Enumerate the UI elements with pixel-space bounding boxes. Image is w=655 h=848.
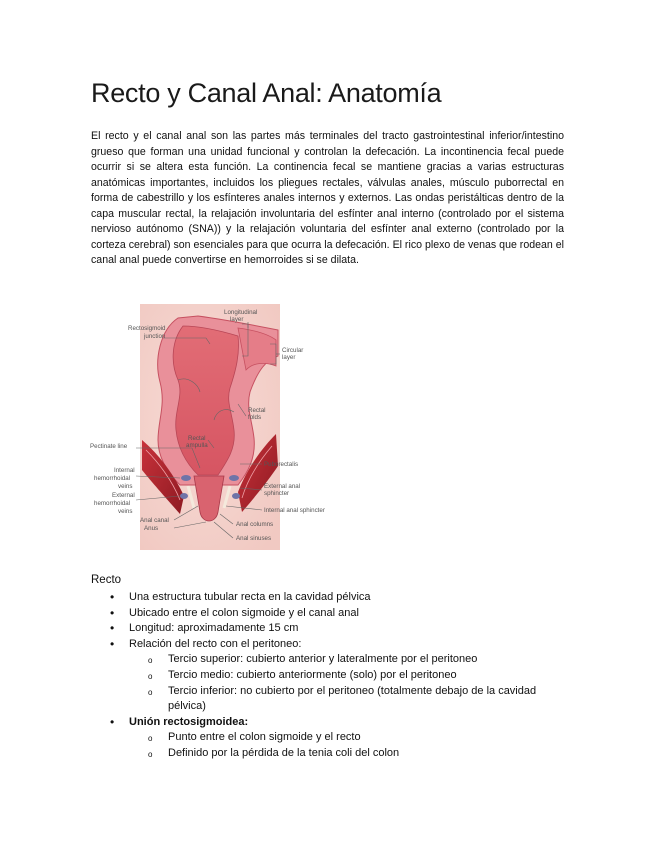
list-item: • Longitud: aproximadamente 15 cm [91,621,571,637]
page-title: Recto y Canal Anal: Anatomía [91,78,442,108]
label-external-sphincter-2: sphincter [264,490,290,497]
label-circular-2: layer [282,354,296,361]
rectum-anatomy-illustration [88,300,358,552]
anatomy-figure [88,300,358,552]
label-rectosigmoid-1: Rectosigmoid [128,325,166,332]
label-rectal-folds-1: Rectal [248,407,266,414]
label-longitudinal-2: layer [230,316,244,323]
label-external-hem-1: External [112,492,135,499]
rectal-lumen [173,326,238,475]
label-rectosigmoid-2: junction [144,333,166,340]
peritoneum-sublist [129,652,571,714]
label-anal-sinuses: Anal sinuses [236,535,272,542]
label-anal-canal: Anal canal [140,517,169,524]
label-puborectalis: Puborectalis [264,461,299,468]
label-circular-1: Circular [282,347,304,354]
rectosigmoid-sublist [129,730,571,761]
list-item: • Relación del recto con el peritoneo: o Tercio superior: cubierto anterior y lateralmente por el peritoneo o Tercio medio: cubierto anteriormente (solo) por el peritoneo o Tercio inferior: no cubierto por el peritoneo (totalmente debajo de la cavidad pélvica) [91,637,571,715]
label-internal-hem-1: Internal [114,467,135,474]
label-external-hem-3: veins [118,508,133,515]
label-external-hem-2: hemorrhoidal [94,500,131,507]
label-rectal-folds-2: folds [248,414,262,421]
label-anus: Anus [144,525,159,532]
label-internal-hem-2: hemorrhoidal [94,475,131,482]
label-rectal-ampulla-2: ampulla [186,442,208,449]
label-anal-columns: Anal columns [236,521,274,528]
sub-list-item: o Punto entre el colon sigmoide y el recto [129,730,571,746]
label-external-sphincter-1: External anal [264,483,301,490]
section-title: Recto [91,574,122,586]
sub-list-item: o Tercio inferior: no cubierto por el peritoneo (totalmente debajo de la cavidad pélvica) [129,684,571,715]
label-rectal-ampulla-1: Rectal [188,435,206,442]
intro-paragraph: El recto y el canal anal son las partes más terminales del tracto gastrointestinal inferior/intestino grueso que forman una unidad funcional y controlan la defecación. La incontinencia fecal puede ocurrir si se altera esta función. La continencia fecal se mantiene gracias a varias estructuras anatómicas importantes, incluidos los pliegues rectales, válvulas anales, músculo puborrectal en forma de cabestrillo y los esfínteres anales internos y externos. Las ondas peristálticas dentro de la capa muscular rectal, la relajación involuntaria del esfínter anal interno (controlado por el sistema nervioso autónomo (SNA)) y la relajación voluntaria del esfínter anal externo (controlado por la corteza cerebral) son esenciales para que ocurra la defecación. El rico plexo de venas que rodean el canal anal puede convertirse en hemorroides si se dilata. [91,130,564,266]
list-item: • Una estructura tubular recta en la cavidad pélvica [91,590,571,606]
rectum-facts-list [91,590,571,762]
label-longitudinal-1: Longitudinal [224,309,258,316]
label-internal-hem-3: veins [118,483,133,490]
sub-list-item: o Definido por la pérdida de la tenia coli del colon [129,746,571,762]
sub-list-item: o Tercio medio: cubierto anteriormente (solo) por el peritoneo [129,668,571,684]
sub-list-item: o Tercio superior: cubierto anterior y lateralmente por el peritoneo [129,652,571,668]
label-pectinate-line: Pectinate line [90,443,128,450]
list-item: • Ubicado entre el colon sigmoide y el canal anal [91,606,571,622]
label-internal-sphincter: Internal anal sphincter [264,507,325,514]
list-item: • Unión rectosigmoidea: o Punto entre el colon sigmoide y el recto o Definido por la pérdida de la tenia coli del colon [91,715,571,762]
